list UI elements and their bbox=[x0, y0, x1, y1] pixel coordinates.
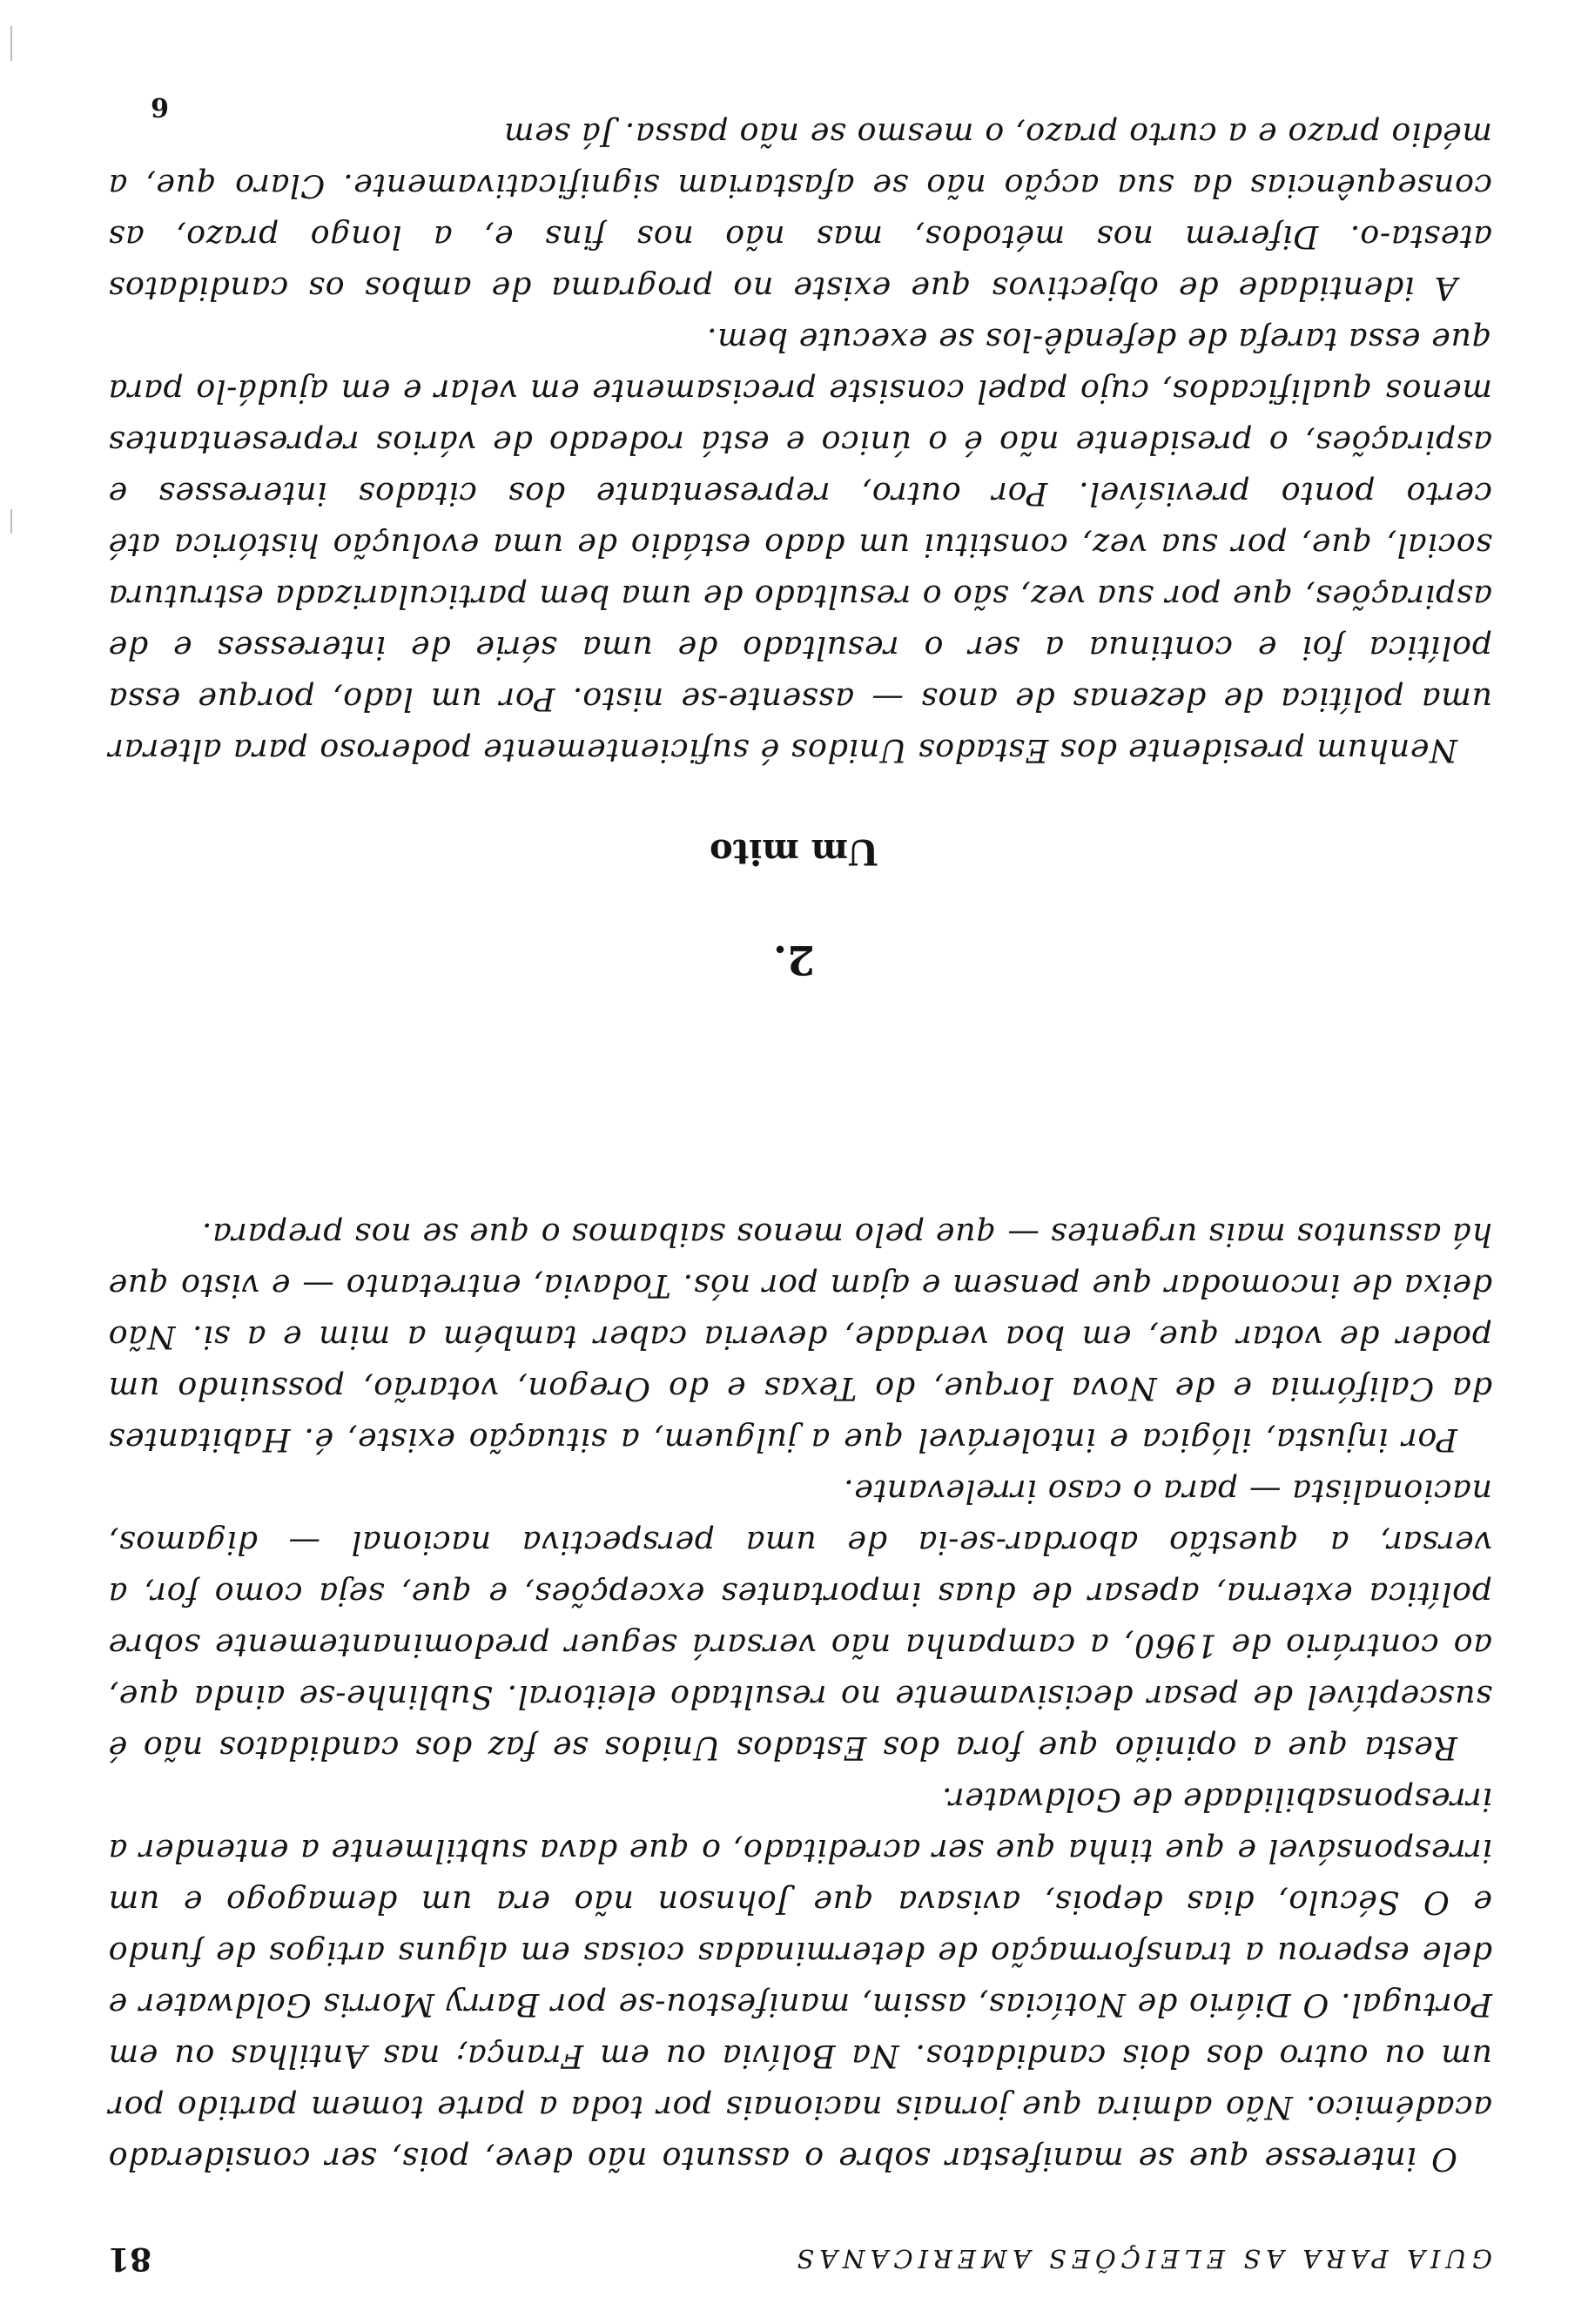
section-2-body bbox=[108, 109, 1492, 776]
paragraph: Por injusta, ilógica e intolerável que a julguem, a situação existe, é. Habitantes da Califórnia e de Nova Iorque, do Texas e do Oregon, votarão, possuindo um poder de votar que, em boa verdade, deveria caber também a mim e a si. Não deixa de incomodar que pensem e ajam por nós. Todavia, entretanto — e visto que há assuntos mais urgentes — que pelo menos saibamos o que se nos prepara. bbox=[108, 1216, 1492, 1459]
page-number: 81 bbox=[108, 2240, 152, 2277]
section-1-body bbox=[108, 1209, 1492, 2185]
section-number: 2. bbox=[772, 937, 816, 984]
footer-page-number: 6 bbox=[151, 91, 169, 122]
scan-mark bbox=[10, 509, 12, 534]
paragraph: A identidade de objectivos que existe no programa de ambos os candidatos atesta-o. Diferem nos métodos, mas não nos fins e, a longo prazo, as consequências da sua acção não se afastariam significativamente. Claro que, a médio prazo e a curto prazo, o mesmo se não passa. Já sem bbox=[108, 116, 1492, 307]
paragraph: Resta que a opinião que fora dos Estados Unidos se faz dos candidatos não é susceptível de pesar decisivamente no resultado eleitoral. Sublinhe-se ainda que, ao contrário de 1960, a campanha não versará seguer predominantemente sobre política externa, apesar de duas importantes excepções, e que, seja como for, a versar, a questão abordar-se-ia de uma perspectiva nacional — digamos, nacionalista — para o caso irrelevante. bbox=[108, 1473, 1492, 1767]
paragraph: O interesse que se manifestar sobre o assunto não deve, pois, ser considerado académico. Não admira que jornais nacionais por toda a parte tomem partido por um ou outro dos dois candidatos. Na Bolívia ou em França; nas Antilhas ou em Portugal. O Diário de Notícias, assim, manifestou-se por Barry Morris Goldwater e dele esperou a transformação de determinadas coisas em alguns artigos de fundo e O Século, dias depois, avisava que Johnson não era um demagogo e um irresponsável e que tinha que ser acreditado, o que dava subtilmente a entender a irresponsabilidade de Goldwater. bbox=[108, 1781, 1492, 2178]
section-title: Um mito bbox=[710, 831, 878, 872]
running-title: GUIA PARA AS ELEIÇÕES AMERICANAS bbox=[791, 2244, 1492, 2274]
scan-mark bbox=[10, 26, 12, 61]
paragraph: Nenhum presidente dos Estados Unidos é suficientemente poderoso para alterar uma política de dezenas de anos — assente-se nisto. Por um lado, porque essa política foi e continua a ser o resultado de uma série de interesses e de aspirações, que por sua vez, são o resultado de uma bem particularizada estrutura social, que, por sua vez, constitui um dado estádio de uma evolução histórica até certo ponto previsível. Por outro, representante dos citados interesses e aspirações, o presidente não é o único e está rodeado de vários representantes menos qualificados, cujo papel consiste precisamente em velar e em ajudá-lo para que essa tarefa de defendê-los se execute bem. bbox=[108, 321, 1492, 769]
page-header bbox=[108, 2233, 1492, 2285]
